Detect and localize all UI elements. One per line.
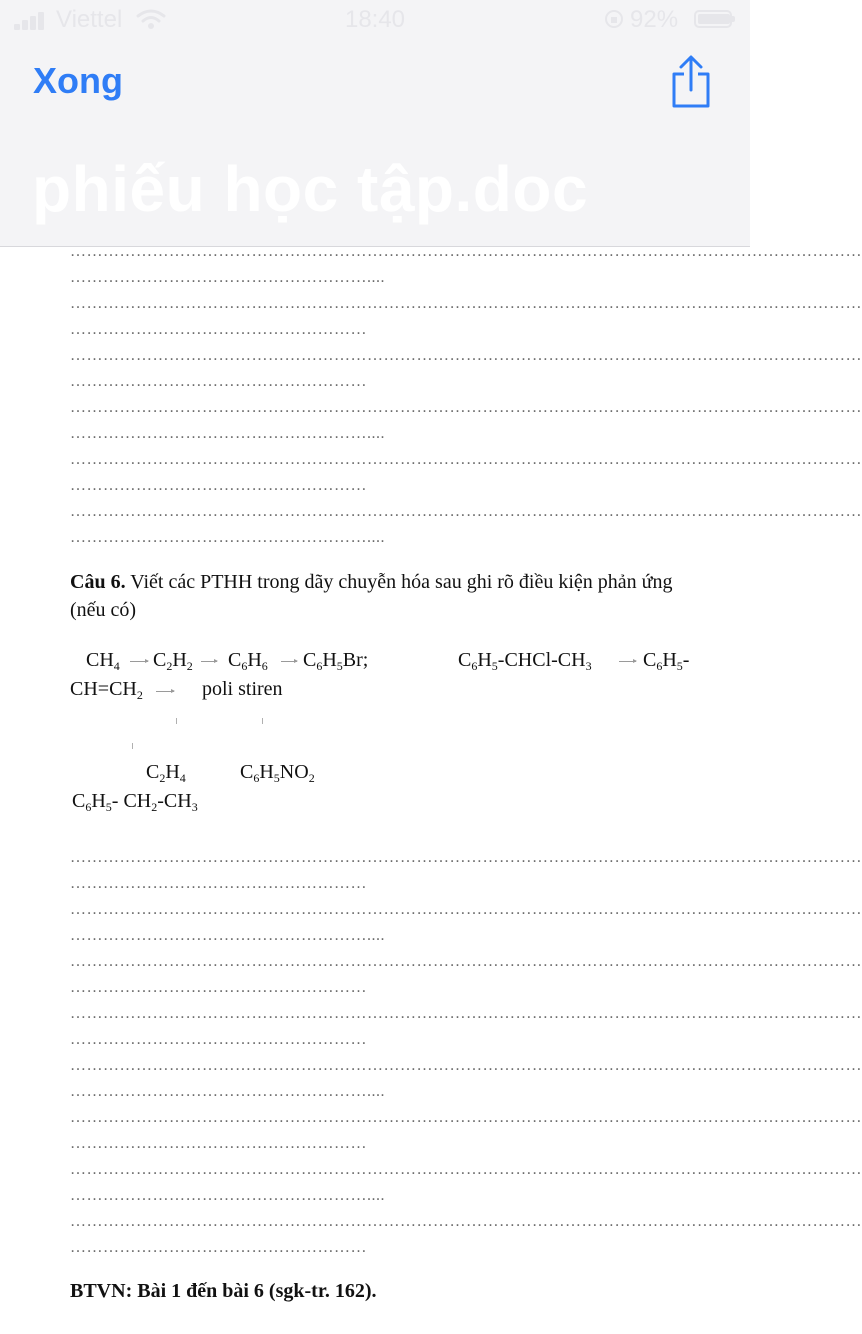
answer-line: ……………………………………………………………………………………………………………………………… [70,901,862,918]
answer-line: ……………………………………………….... [70,529,385,546]
formula-c2h4: $C_2H_4$ [146,761,186,785]
answer-line: ……………………………………………… [70,373,367,390]
reaction-arrow [130,661,148,662]
homework-note: BTVN: Bài 1 đến bài 6 (sgk-tr. 162). [70,1280,377,1302]
reaction-arrow [619,661,636,662]
reaction-arrow-down [176,718,177,724]
reaction-arrow [156,691,174,692]
question-text: Viết các PTHH trong dãy chuyễn hóa sau ghi rõ điều kiện phản ứng (nếu có) [70,571,673,621]
answer-line: ……………………………………………… [70,875,367,892]
formula-nitrobenzene: $C_6H_5NO_2$ [240,761,315,785]
answer-line: ……………………………………………………………………………………………………………………………… [70,347,862,364]
orientation-lock-icon [604,8,624,30]
answer-line: ……………………………………………………………………………………………………………………………… [70,295,862,312]
answer-line: ……………………………………………………………………………………………………………………………… [70,1213,862,1230]
answer-line: ……………………………………………….... [70,269,385,286]
formula-ethylbenzene: $C_6H_5-$ $CH_2-CH_3$ [72,790,198,814]
answer-line: ……………………………………………………………………………………………………………………………… [70,1161,862,1178]
formula-ch4: $CH_4$ [86,649,120,673]
document-header [0,0,750,247]
share-icon[interactable] [668,54,714,110]
answer-line: ……………………………………………… [70,321,367,338]
answer-line: ……………………………………………………………………………………………………………………………… [70,243,862,260]
question-6 [70,568,710,624]
answer-line: ……………………………………………………………………………………………………………………………… [70,849,862,866]
answer-line: ……………………………………………………………………………………………………………………………… [70,503,862,520]
formula-c6h5-chcl-ch3: $C_6H_5-CHCl-CH_3$ [458,649,592,673]
answer-line: ……………………………………………….... [70,1187,385,1204]
status-time: 18:40 [344,6,406,33]
answer-line: ……………………………………………………………………………………………………………………………… [70,1057,862,1074]
formula-c6h6: $C_6H_6$ [228,649,268,673]
answer-line: ……………………………………………… [70,1239,367,1256]
answer-line: ……………………………………………….... [70,927,385,944]
answer-line: ……………………………………………… [70,1031,367,1048]
reaction-arrow-down [132,743,133,749]
answer-line: ……………………………………………………………………………………………………………………………… [70,1109,862,1126]
formula-styrene-part1: $C_6H_5-$ [643,649,690,673]
done-button[interactable]: Xong [33,60,123,101]
battery-percentage: 92% [630,6,679,33]
document-title: phiếu học tập.doc [32,153,589,225]
status-bar [0,0,750,40]
answer-line: ……………………………………………….... [70,1083,385,1100]
formula-styrene-part2: $CH=CH_2$ [70,678,143,702]
carrier-name: Viettel [56,6,123,33]
answer-line: ……………………………………………………………………………………………………………………………… [70,1005,862,1022]
answer-line: ……………………………………………………………………………………………………………………………… [70,953,862,970]
answer-line: ……………………………………………… [70,477,367,494]
answer-line: ……………………………………………… [70,1135,367,1152]
formula-c6h5br: $C_6H_5Br$; [303,649,369,673]
reaction-arrow [201,661,217,662]
question-label: Câu 6. [70,571,126,593]
reaction-arrow-down [262,718,263,724]
answer-line: ……………………………………………….... [70,425,385,442]
answer-line: ……………………………………………………………………………………………………………………………… [70,451,862,468]
reaction-arrow [281,661,297,662]
answer-line: ……………………………………………………………………………………………………………………………… [70,399,862,416]
formula-polystyrene: poli stiren [202,678,283,700]
battery-icon [694,10,732,28]
formula-c2h2: $C_2H_2$ [153,649,193,673]
answer-line: ……………………………………………… [70,979,367,996]
